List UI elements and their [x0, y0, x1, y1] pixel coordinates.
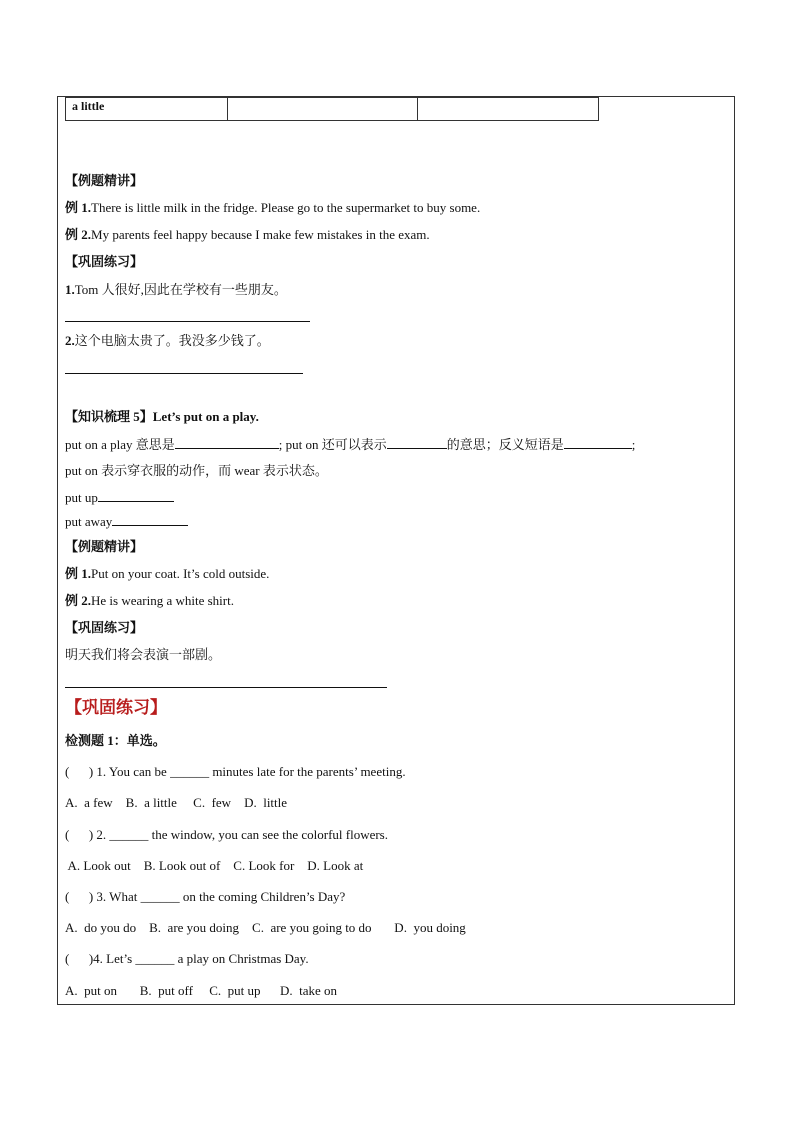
table-row: [66, 98, 599, 121]
practice-heading: 【巩固练习】: [65, 254, 144, 269]
question-2-options: A. Look out B. Look out of C. Look for D. Look at: [65, 858, 364, 873]
text-fragment: ; put on 还可以表示: [278, 437, 387, 452]
example-1: [65, 200, 480, 216]
question-1-options: A. a few B. a little C. few D. little: [65, 795, 288, 810]
phrase: put away: [65, 514, 113, 529]
fill-blank[interactable]: [175, 436, 279, 449]
question-3: ( ) 3. What ______ on the coming Children’s Day?: [65, 889, 346, 904]
answer-line[interactable]: [65, 373, 303, 374]
item-text: 这个电脑太贵了。我没多少钱了。: [74, 333, 270, 348]
item-text: Tom 人很好,因此在学校有一些朋友。: [74, 282, 287, 297]
vocab-table: [65, 97, 599, 121]
question-4: ( )4. Let’s ______ a play on Christmas Day.: [65, 951, 309, 966]
section-title: 【知识梳理 5】Let’s put on a play.: [65, 409, 259, 424]
example-number: 例 2.: [65, 227, 92, 242]
practice-heading: 【巩固练习】: [65, 620, 144, 635]
phrase: put up: [65, 490, 98, 505]
answer-line[interactable]: [65, 687, 387, 688]
example-number: 例 1.: [65, 566, 92, 581]
example-1: [65, 566, 269, 582]
put-up-line: [65, 489, 174, 506]
table-cell: a little: [66, 98, 228, 121]
quiz-subheading: 检测题 1：单选。: [65, 733, 166, 748]
put-away-line: [65, 513, 188, 530]
text-fragment: put on a play 意思是: [65, 437, 175, 452]
item-number: 2.: [65, 333, 75, 348]
practice-item-2: [65, 333, 270, 349]
example-text: My parents feel happy because I make few mistakes in the exam.: [91, 227, 430, 242]
fill-blank[interactable]: [98, 489, 174, 502]
knowledge-line-1: [65, 436, 635, 453]
fill-blank[interactable]: [112, 513, 188, 526]
example-text: There is little milk in the fridge. Please go to the supermarket to buy some.: [91, 200, 481, 215]
practice-item: 明天我们将会表演一部剧。: [65, 647, 222, 662]
example-2: [65, 227, 430, 243]
fill-blank[interactable]: [564, 436, 632, 449]
table-cell: [228, 98, 418, 121]
example-text: Put on your coat. It’s cold outside.: [91, 566, 270, 581]
question-4-options: A. put on B. put off C. put up D. take on: [65, 983, 338, 998]
practice-item-1: [65, 282, 287, 298]
fill-blank[interactable]: [387, 436, 447, 449]
quiz-heading: 【巩固练习】: [65, 698, 167, 717]
question-1: ( ) 1. You can be ______ minutes late for the parents’ meeting.: [65, 764, 406, 779]
item-number: 1.: [65, 282, 75, 297]
example-text: He is wearing a white shirt.: [91, 593, 234, 608]
example-2: [65, 593, 234, 609]
table-cell: [418, 98, 599, 121]
example-heading: 【例题精讲】: [65, 173, 144, 188]
example-heading: 【例题精讲】: [65, 539, 144, 554]
question-2: ( ) 2. ______ the window, you can see the colorful flowers.: [65, 827, 388, 842]
knowledge-line-2: put on 表示穿衣服的动作，而 wear 表示状态。: [65, 463, 328, 478]
example-number: 例 1.: [65, 200, 92, 215]
text-fragment: ;: [631, 437, 636, 452]
example-number: 例 2.: [65, 593, 92, 608]
text-fragment: 的意思；反义短语是: [446, 437, 564, 452]
question-3-options: A. do you do B. are you doing C. are you going to do D. you doing: [65, 920, 466, 935]
answer-line[interactable]: [65, 321, 310, 322]
